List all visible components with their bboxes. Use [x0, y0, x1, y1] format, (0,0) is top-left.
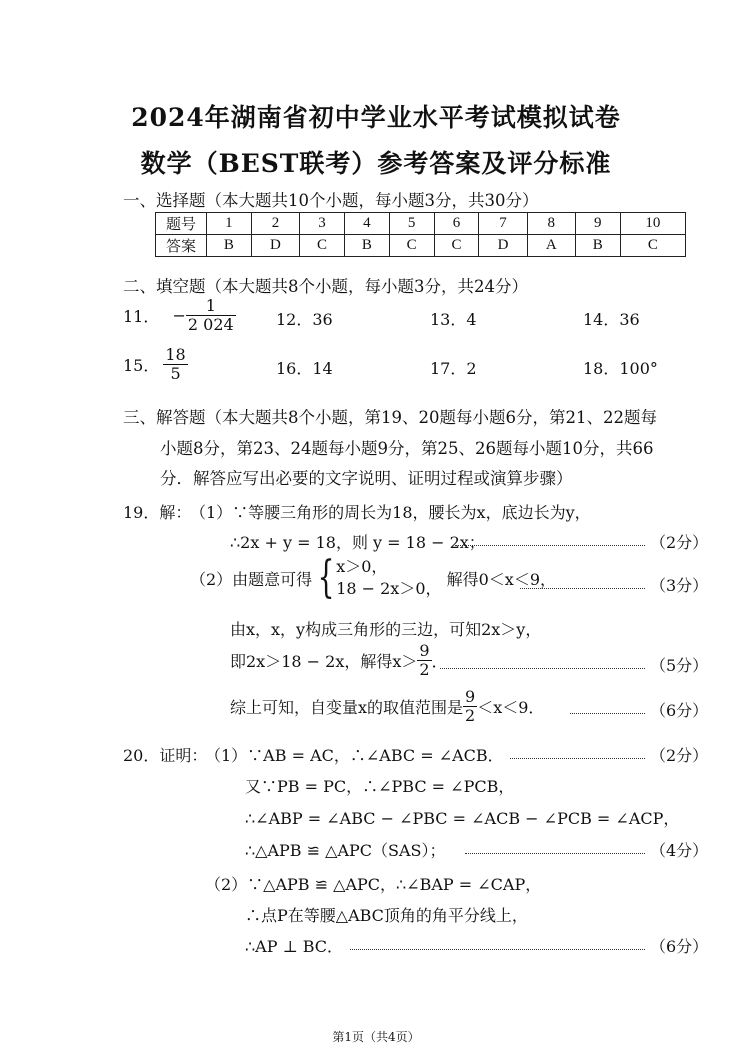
q19-score-5: （5分） [650, 656, 709, 675]
table-cell: D [479, 235, 527, 257]
q20-score-2: （2分） [650, 746, 709, 765]
fraction-denominator: 5 [163, 364, 187, 383]
q20-line1: （1）∵AB = AC，∴∠ABC = ∠ACB． [205, 746, 504, 765]
table-cell: 4 [344, 213, 389, 235]
q17-answer: 17．2 [430, 359, 477, 378]
score-leader-dots [465, 853, 645, 854]
q19-score-6: （6分） [650, 701, 709, 720]
section3-heading-line2: 小题8分，第23、24题每小题9分，第25、26题每小题10分，共66 [160, 439, 654, 458]
q20-line2: 又∵PB = PC，∴∠PBC = ∠PCB， [245, 777, 515, 796]
q19-solve: 解得0＜x＜9， [446, 569, 556, 589]
table-cell: 9 [575, 213, 620, 235]
score-leader-dots [440, 668, 645, 669]
fraction [417, 642, 431, 680]
q20-score-6: （6分） [650, 937, 709, 956]
table-cell: 7 [479, 213, 527, 235]
q11-label: 11． [123, 307, 160, 327]
table-cell: 6 [434, 213, 479, 235]
section3-heading-line3: 分．解答应写出必要的文字说明、证明过程或演算步骤） [160, 469, 573, 488]
table-cell: 8 [527, 213, 575, 235]
q16-answer: 16．14 [276, 359, 333, 378]
q20-line6: ∴点P在等腰△ABC顶角的角平分线上， [245, 906, 528, 925]
section2-heading: 二、填空题（本大题共8个小题，每小题3分，共24分） [123, 277, 528, 296]
q20-line5: （2）∵△APB ≌ △APC，∴∠BAP = ∠CAP， [205, 875, 542, 894]
fraction-denominator: 2 [419, 660, 430, 680]
q11-answer [123, 297, 236, 335]
table-cell: B [207, 235, 252, 257]
table-row [156, 235, 686, 257]
page-footer: 第1页（共4页） [332, 1030, 420, 1044]
q18-answer: 18．100° [583, 359, 658, 378]
score-leader-dots [570, 713, 645, 714]
fraction-numerator: 9 [419, 641, 430, 660]
q20-line3: ∴∠ABP = ∠ABC − ∠PBC = ∠ACB − ∠PCB = ∠ACP， [245, 809, 680, 828]
system-line2: 18 − 2x＞0， [336, 579, 442, 598]
q19-score-3: （3分） [650, 576, 709, 595]
inequality-system [336, 556, 441, 600]
table-cell: B [344, 235, 389, 257]
q20-line7: ∴AP ⊥ BC． [245, 937, 344, 956]
q19-line2 [230, 530, 485, 553]
q19-score-2: （2分） [650, 533, 709, 552]
fraction-numerator: 9 [465, 687, 476, 706]
table-cell: 5 [389, 213, 434, 235]
q11-sign: − [172, 306, 186, 326]
q15-label: 15． [123, 356, 160, 376]
table-cell: A [527, 235, 575, 257]
table-cell: 3 [300, 213, 345, 235]
q19-line6a: 综上可知，自变量x的取值范围是 [230, 698, 464, 718]
section3-heading-line1: 三、解答题（本大题共8个小题，第19、20题每小题6分，第21、22题每 [123, 408, 657, 427]
q19-line4: 由x，x，y构成三角形的三边，可知2x＞y， [230, 620, 542, 639]
answer-table [155, 212, 686, 257]
table-row [156, 213, 686, 235]
q19-line3 [190, 552, 556, 603]
q13-answer: 13．4 [430, 310, 477, 329]
table-cell: 1 [207, 213, 252, 235]
table-cell: 2 [251, 213, 299, 235]
q20-score-4: （4分） [650, 841, 709, 860]
table-header-cell: 答案 [156, 235, 207, 257]
q19-part1: （1）∵等腰三角形的周长为18，腰长为x，底边长为y， [190, 503, 591, 522]
brace-icon: { [317, 552, 335, 603]
table-cell: C [434, 235, 479, 257]
system-line1: x＞0， [336, 557, 388, 576]
q19-line5a: 即2x＞18 − 2x，解得x＞ [230, 652, 418, 672]
q19-line2a: ∴2x + y = 18，则 [230, 533, 368, 552]
page-title: 2024年湖南省初中学业水平考试模拟试卷 [131, 103, 621, 132]
table-header-cell: 题号 [156, 213, 207, 235]
q19-label: 19．解： [123, 503, 192, 522]
q19-line2b: y = 18 − 2x； [373, 533, 485, 552]
fraction-denominator: 2 024 [187, 315, 234, 335]
q14-answer: 14．36 [583, 310, 640, 329]
fraction [463, 688, 477, 726]
table-cell: D [251, 235, 299, 257]
q12-answer: 12．36 [276, 310, 333, 329]
section1-heading: 一、选择题（本大题共10个小题，每小题3分，共30分） [123, 191, 539, 210]
page-subtitle: 数学（BEST联考）参考答案及评分标准 [140, 149, 612, 178]
q15-fraction [163, 346, 187, 384]
score-leader-dots [510, 758, 645, 759]
q20-line4: ∴△APB ≌ △APC（SAS）； [245, 841, 446, 860]
fraction-numerator: 18 [165, 345, 186, 364]
q19-line5 [230, 642, 448, 680]
q20-label: 20．证明： [123, 746, 208, 765]
table-cell: C [300, 235, 345, 257]
q19-line5b: ． [431, 652, 448, 672]
q11-fraction [186, 297, 236, 335]
score-leader-dots [455, 545, 645, 546]
table-cell: C [620, 235, 685, 257]
score-leader-dots [350, 949, 645, 950]
table-cell: 10 [620, 213, 685, 235]
q19-part2: （2）由题意可得 [190, 569, 313, 589]
fraction-numerator: 1 [205, 296, 216, 315]
fraction-denominator: 2 [465, 706, 476, 726]
q19-line6 [230, 688, 544, 726]
q15-answer [123, 346, 188, 384]
score-leader-dots [520, 588, 645, 589]
q19-line6b: ＜x＜9． [477, 698, 545, 718]
table-cell: B [575, 235, 620, 257]
table-cell: C [389, 235, 434, 257]
